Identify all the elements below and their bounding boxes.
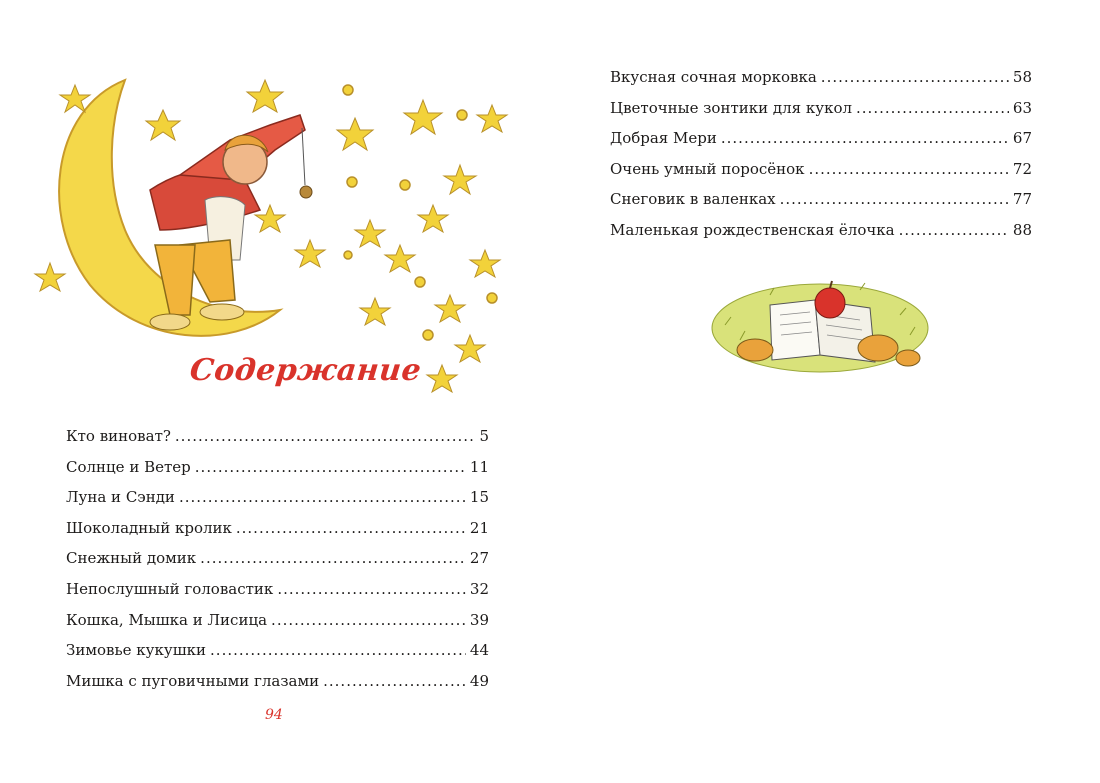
toc-entry-page: 72 bbox=[1012, 159, 1032, 178]
toc-entry[interactable] bbox=[610, 215, 1032, 246]
toc-entry[interactable] bbox=[610, 154, 1032, 185]
toc-entry[interactable] bbox=[610, 184, 1032, 215]
right-page bbox=[550, 0, 1100, 783]
star-icon bbox=[404, 100, 442, 134]
toc-entry-title: Кошка, Мышка и Лисица bbox=[66, 610, 268, 629]
toc-entry-page: 49 bbox=[469, 671, 489, 690]
contents-heading: Содержание bbox=[188, 353, 424, 388]
toc-entry-title: Снеговик в валенках bbox=[610, 190, 776, 209]
moon-boy-illustration bbox=[30, 70, 520, 400]
toc-entry-title: Добрая Мери bbox=[610, 129, 717, 148]
page-number: 94 bbox=[265, 707, 283, 723]
star-icon bbox=[470, 250, 500, 277]
star-icon bbox=[35, 263, 65, 291]
round-star-icon bbox=[423, 330, 433, 340]
star-icon bbox=[435, 295, 465, 322]
star-icon bbox=[477, 105, 507, 132]
toc-entry[interactable] bbox=[610, 62, 1032, 93]
toc-entry[interactable] bbox=[66, 452, 489, 483]
toc-entry-page: 5 bbox=[479, 427, 489, 445]
star-icon bbox=[385, 245, 415, 272]
toc-entry-page: 27 bbox=[469, 549, 489, 568]
toc-entry-title: Шоколадный кролик bbox=[66, 518, 232, 537]
toc-entry-page: 63 bbox=[1012, 98, 1032, 117]
toc-entry[interactable] bbox=[66, 666, 489, 697]
open-book-icon bbox=[770, 300, 820, 360]
round-star-icon bbox=[487, 293, 497, 303]
star-icon bbox=[427, 365, 457, 392]
toc-entry[interactable] bbox=[66, 482, 489, 513]
orange-slice-icon bbox=[737, 339, 773, 361]
toc-leader-dots bbox=[236, 513, 466, 544]
toc-entry[interactable] bbox=[610, 123, 1032, 154]
star-icon bbox=[355, 220, 385, 247]
toc-leader-dots bbox=[277, 574, 466, 605]
toc-entry-title: Вкусная сочная морковка bbox=[610, 68, 817, 86]
star-icon bbox=[360, 298, 390, 325]
toc-leader-dots bbox=[809, 154, 1009, 185]
toc-entry[interactable] bbox=[66, 605, 489, 636]
toc-entry-page: 21 bbox=[469, 518, 489, 537]
round-star-icon bbox=[343, 85, 353, 95]
toc-entry-title: Снежный домик bbox=[66, 549, 197, 568]
star-icon bbox=[247, 80, 283, 112]
orange-slice-icon bbox=[896, 350, 920, 366]
round-star-icon bbox=[415, 277, 425, 287]
toc-entry-title: Кто виноват? bbox=[66, 427, 171, 445]
round-star-icon bbox=[344, 251, 352, 259]
toc-entry-page: 88 bbox=[1012, 220, 1032, 239]
toc-leader-dots bbox=[210, 635, 466, 666]
toc-leader-dots bbox=[856, 93, 1009, 124]
toc-entry[interactable] bbox=[610, 93, 1032, 124]
toc-entry[interactable] bbox=[66, 421, 489, 452]
toc-entry-page: 15 bbox=[469, 488, 489, 507]
star-icon bbox=[418, 205, 448, 232]
toc-entry[interactable] bbox=[66, 543, 489, 574]
toc-leader-dots bbox=[200, 543, 466, 574]
toc-leader-dots bbox=[271, 605, 466, 636]
picnic-book-illustration bbox=[710, 270, 930, 380]
star-icon bbox=[337, 118, 373, 150]
toc-entry[interactable] bbox=[66, 574, 489, 605]
toc-entry-page: 11 bbox=[469, 457, 489, 476]
round-star-icon bbox=[457, 110, 467, 120]
toc-leader-dots bbox=[821, 62, 1009, 93]
toc-list-right bbox=[610, 62, 1032, 246]
round-star-icon bbox=[400, 180, 410, 190]
toc-entry-page: 67 bbox=[1012, 129, 1032, 148]
toc-entry[interactable] bbox=[66, 635, 489, 666]
toc-entry-page: 32 bbox=[469, 579, 489, 598]
toc-entry-page: 58 bbox=[1012, 68, 1032, 86]
toc-entry-title: Зимовье кукушки bbox=[66, 641, 207, 660]
toc-leader-dots bbox=[323, 666, 466, 697]
star-icon bbox=[146, 110, 180, 140]
boy-figure bbox=[150, 115, 312, 330]
toc-leader-dots bbox=[899, 215, 1009, 246]
toc-entry-title: Непослушный головастик bbox=[66, 579, 274, 598]
toc-entry[interactable] bbox=[66, 513, 489, 544]
star-icon bbox=[295, 240, 325, 267]
toc-entry-title: Луна и Сэнди bbox=[66, 488, 175, 507]
toc-leader-dots bbox=[195, 452, 466, 483]
toc-entry-page: 77 bbox=[1012, 190, 1032, 209]
toc-list-left bbox=[66, 421, 489, 696]
apple-icon bbox=[815, 288, 845, 318]
toc-leader-dots bbox=[179, 482, 466, 513]
star-icon bbox=[455, 335, 485, 362]
toc-entry-title: Цветочные зонтики для кукол bbox=[610, 98, 853, 117]
toc-entry-title: Солнце и Ветер bbox=[66, 457, 191, 476]
toc-leader-dots bbox=[175, 421, 476, 452]
toc-entry-title: Маленькая рождественская ёлочка bbox=[610, 220, 895, 239]
star-icon bbox=[444, 165, 476, 194]
orange-slice-icon bbox=[858, 335, 898, 361]
toc-leader-dots bbox=[780, 184, 1009, 215]
toc-leader-dots bbox=[721, 123, 1009, 154]
toc-entry-title: Мишка с пуговичными глазами bbox=[66, 671, 320, 690]
round-star-icon bbox=[347, 177, 357, 187]
toc-entry-page: 39 bbox=[469, 610, 489, 629]
toc-entry-page: 44 bbox=[469, 641, 489, 660]
toc-entry-title: Очень умный поросёнок bbox=[610, 159, 805, 178]
